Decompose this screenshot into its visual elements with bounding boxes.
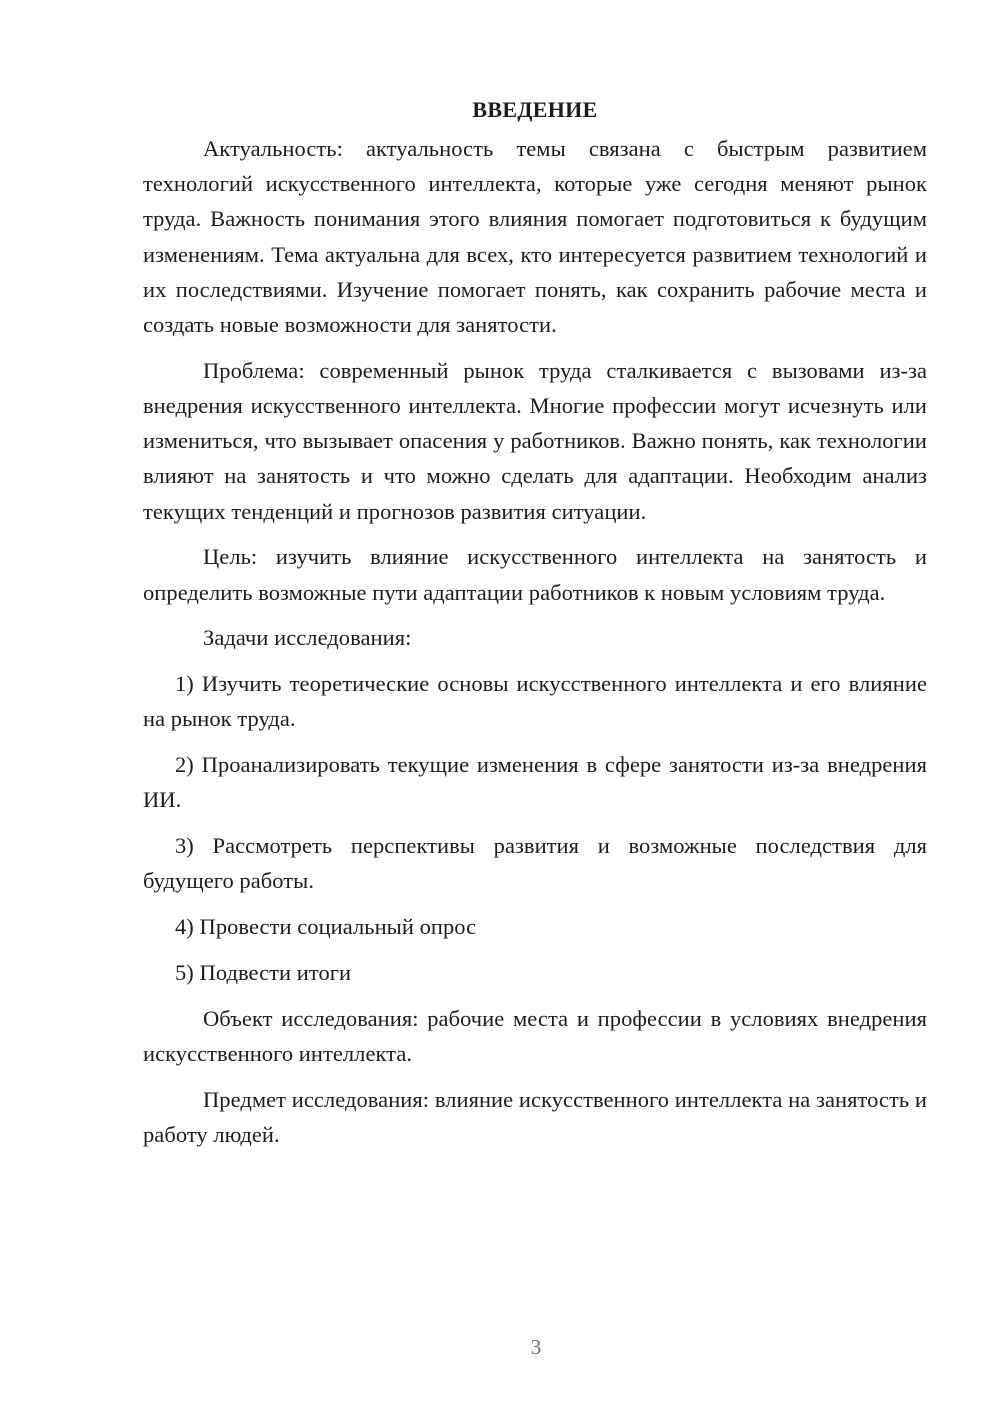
paragraph-goal: Цель: изучить влияние искусственного интеллекта на занятость и определить возможные пути адаптации работников к новым условиям труда. xyxy=(143,544,927,605)
task-item: 5) Подвести итоги xyxy=(175,960,352,986)
document-body xyxy=(143,92,927,1152)
task-item: 2) Проанализировать текущие изменения в сфере занятости из-за внедрения ИИ. xyxy=(143,752,927,813)
paragraph-relevance: Актуальность: актуальность темы связана с быстрым развитием технологий искусственного интеллекта, которые уже сегодня меняют рынок труда. Важность понимания этого влияния помогает подготовиться к будущим изменениям. Тема актуальна для всех, кто интересуется развитием технологий и их последствиями. Изучение помогает понять, как сохранить рабочие места и создать новые возможности для занятости. xyxy=(143,136,927,338)
task-item: 4) Провести социальный опрос xyxy=(175,914,477,940)
section-title: ВВЕДЕНИЕ xyxy=(472,97,598,122)
paragraph-object: Объект исследования: рабочие места и профессии в условиях внедрения искусственного интеллекта. xyxy=(143,1005,927,1067)
tasks-heading: Задачи исследования: xyxy=(203,625,412,651)
task-item: 1) Изучить теоретические основы искусственного интеллекта и его влияние на рынок труда. xyxy=(143,671,927,732)
paragraph-problem: Проблема: современный рынок труда сталкивается с вызовами из-за внедрения искусственного интеллекта. Многие профессии могут исчезнуть или измениться, что вызывает опасения у работников. Важно понять, как технологии влияют на занятость и что можно сделать для адаптации. Необходим анализ текущих тенденций и прогнозов развития ситуации. xyxy=(143,357,927,524)
paragraph-subject: Предмет исследования: влияние искусственного интеллекта на занятость и работу людей. xyxy=(143,1086,927,1148)
page-number: 3 xyxy=(530,1335,542,1359)
task-item: 3) Рассмотреть перспективы развития и возможные последствия для будущего работы. xyxy=(143,833,927,894)
